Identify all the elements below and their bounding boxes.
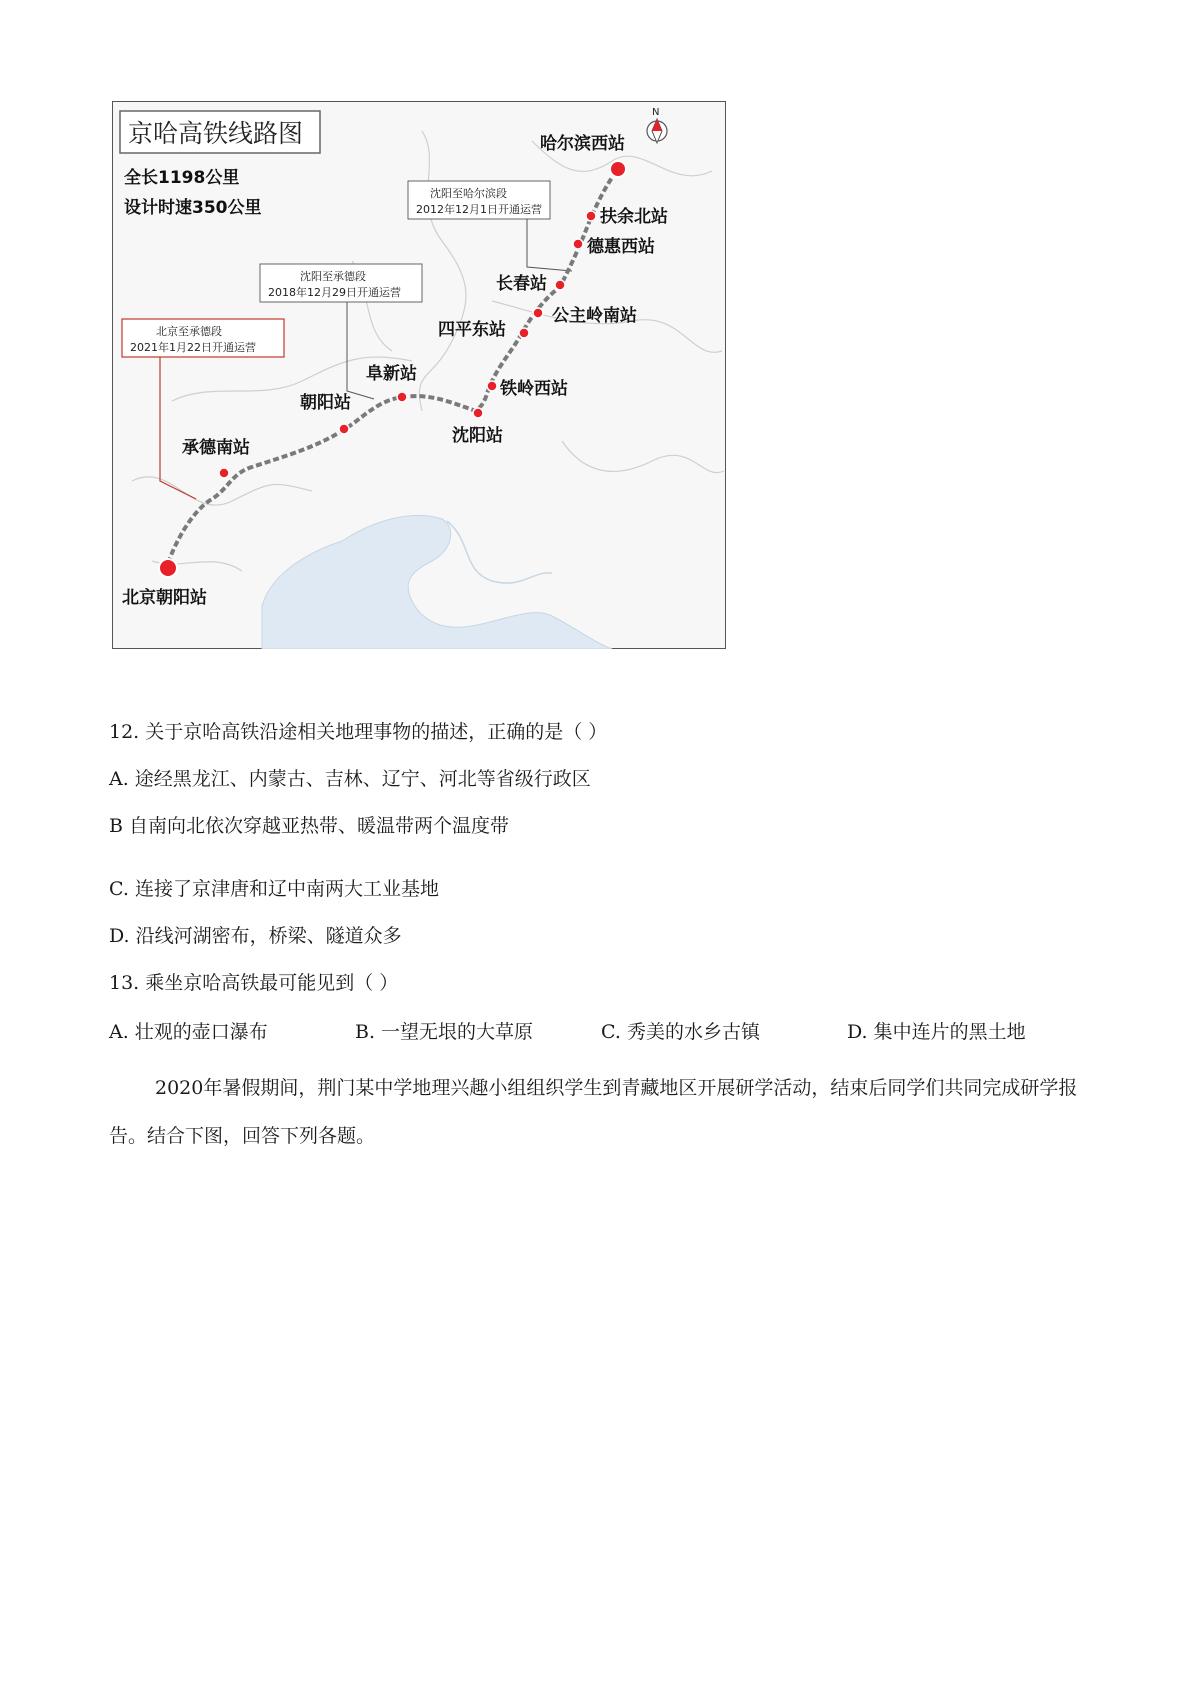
station-label: 长春站 bbox=[496, 274, 547, 294]
station-dot bbox=[555, 280, 565, 290]
station-label: 承德南站 bbox=[182, 438, 250, 458]
question-13-options bbox=[109, 1020, 1109, 1044]
station-dot bbox=[533, 308, 543, 318]
svg-text:2012年12月1日开通运营: 2012年12月1日开通运营 bbox=[416, 203, 542, 216]
question-12-option-a: A. 途经黑龙江、内蒙古、吉林、辽宁、河北等省级行政区 bbox=[109, 768, 591, 790]
svg-text:沈阳至哈尔滨段: 沈阳至哈尔滨段 bbox=[430, 187, 507, 200]
station-dot bbox=[159, 559, 177, 577]
question-12-option-c: C. 连接了京津唐和辽中南两大工业基地 bbox=[109, 878, 439, 900]
question-13-title: 13. 乘坐京哈高铁最可能见到（ ） bbox=[109, 972, 399, 994]
station-dot bbox=[519, 328, 529, 338]
station-label: 北京朝阳站 bbox=[122, 588, 207, 608]
station-label: 四平东站 bbox=[438, 320, 506, 340]
svg-text:2018年12月29日开通运营: 2018年12月29日开通运营 bbox=[268, 286, 401, 299]
station-dot bbox=[610, 161, 626, 177]
rail-map-figure bbox=[112, 101, 726, 649]
question-12-option-d: D. 沿线河湖密布，桥梁、隧道众多 bbox=[109, 925, 402, 947]
station-label: 沈阳站 bbox=[452, 426, 503, 446]
svg-text:2021年1月22日开通运营: 2021年1月22日开通运营 bbox=[130, 341, 256, 354]
question-13-option-a: A. 壮观的壶口瀑布 bbox=[109, 1021, 268, 1043]
station-label: 朝阳站 bbox=[300, 393, 351, 413]
svg-text:沈阳至承德段: 沈阳至承德段 bbox=[300, 270, 366, 283]
station-label: 扶余北站 bbox=[600, 207, 668, 227]
station-label: 德惠西站 bbox=[587, 237, 655, 257]
map-speed: 设计时速350公里 bbox=[124, 198, 262, 218]
svg-text:北京至承德段: 北京至承德段 bbox=[156, 325, 222, 338]
station-label: 公主岭南站 bbox=[552, 306, 637, 326]
station-dot bbox=[219, 468, 229, 478]
question-12-option-b: B 自南向北依次穿越亚热带、暖温带两个温度带 bbox=[109, 815, 510, 837]
question-13-option-b: B. 一望无垠的大草原 bbox=[355, 1021, 534, 1043]
rail-map bbox=[112, 101, 726, 649]
station-tieling bbox=[487, 378, 568, 399]
north-label: N bbox=[652, 107, 660, 118]
station-dot bbox=[473, 408, 483, 418]
station-dot bbox=[397, 392, 407, 402]
station-dot bbox=[487, 381, 497, 391]
station-label: 哈尔滨西站 bbox=[540, 134, 625, 154]
question-12-title: 12. 关于京哈高铁沿途相关地理事物的描述，正确的是（ ） bbox=[109, 721, 608, 743]
station-label: 铁岭西站 bbox=[500, 379, 568, 399]
station-dot bbox=[586, 211, 596, 221]
station-dot bbox=[339, 424, 349, 434]
question-13-option-c: C. 秀美的水乡古镇 bbox=[601, 1021, 760, 1043]
map-title: 京哈高铁线路图 bbox=[128, 119, 304, 148]
station-label: 阜新站 bbox=[366, 364, 417, 384]
map-length: 全长1198公里 bbox=[124, 168, 240, 188]
question-13-option-d: D. 集中连片的黑土地 bbox=[847, 1021, 1026, 1043]
section-intro-paragraph: 2020年暑假期间，荆门某中学地理兴趣小组组织学生到青藏地区开展研学活动，结束后同学们共同完成研学报告。结合下图，回答下列各题。 bbox=[109, 1077, 1078, 1147]
station-dot bbox=[573, 239, 583, 249]
